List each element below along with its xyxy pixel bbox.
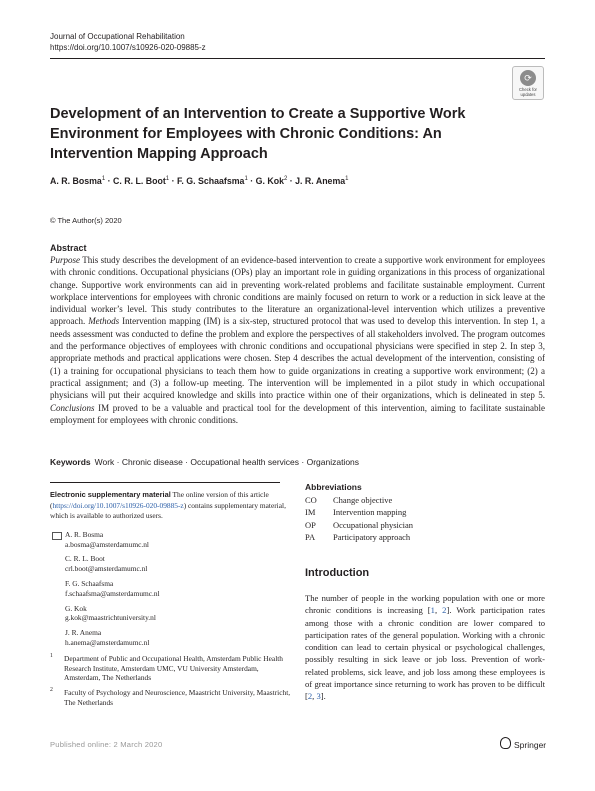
contact-name: F. G. Schaafsma	[65, 578, 114, 588]
article-title: Development of an Intervention to Create a Supportive Work Environment for Employees with Chronic Conditions: An Intervention Mapping Approach	[50, 106, 466, 162]
abbreviation-full: Intervention mapping	[333, 507, 407, 518]
author-affiliation-mark: 1	[165, 176, 170, 183]
citation-link[interactable]: 2	[442, 605, 447, 616]
supplementary-note	[50, 490, 295, 522]
intro-text: ].	[320, 691, 326, 702]
abbreviation-full: Change objective	[333, 495, 393, 505]
contact-email[interactable]: f.schaafsma@amsterdamumc.nl	[65, 588, 160, 598]
contact-list	[50, 530, 295, 648]
methods-text: Intervention mapping (IM) is a six-step, structured protocol that was used to develop this intervention. In step 1, a needs assessment was conducted to define the problem and explore the perspectives of all stakeholders involved. The program outcomes and the performance objectives of employees with chronic conditions and occupational physicians were specified in step 2. In step 3, appropriate methods and practical applications were chosen. Step 4 describes the actual development of the intervention, consisting of (1) a training for occupational physicians to teach them how to guide organizations in creating a supportive work environment; (2) a practical assignment; and (3) a follow-up meeting. The intervention will be implemented in a pilot study in which occupational physicians will put their acquired knowledge and skills into practice within one of their organizations, which is delineated in step 5.	[50, 316, 545, 401]
author-affiliation-mark: 1	[345, 176, 349, 183]
mail-icon	[52, 532, 62, 540]
check-updates-icon: ⟳	[520, 70, 536, 86]
contact-name: C. R. L. Boot	[65, 554, 105, 564]
contact-item	[50, 579, 295, 599]
affiliation-number: 1	[50, 652, 53, 659]
contact-item	[50, 628, 295, 648]
intro-text: ]. Work participation rates among those with a chronic condition are lower compared to participation rates of the general population. Working with a chronic condition can lead to certain physical or psychological challenges, possibly resulting in sick leave or job loss. Prevention of work-related problems, sick leave, and job loss among these employees is of great importance since returning to work has proven to be difficult [	[305, 605, 545, 702]
doi-link[interactable]: https://doi.org/10.1007/s10926-020-09885-z	[50, 43, 206, 52]
citation-link[interactable]: 2	[307, 691, 313, 702]
introduction-heading: Introduction	[305, 567, 370, 579]
abbreviation-row	[305, 494, 545, 506]
purpose-label: Purpose	[50, 255, 80, 265]
intro-text: ,	[312, 691, 317, 702]
abbreviation-key: PA	[305, 532, 316, 543]
author-affiliation-mark: 1	[101, 176, 106, 183]
contact-item	[50, 604, 295, 624]
author-affiliation-mark: 2	[283, 176, 288, 183]
publisher-logo	[500, 737, 546, 750]
author-list	[50, 176, 349, 186]
contact-email[interactable]: crl.boot@amsterdamumc.nl	[65, 564, 148, 574]
abbreviation-key: IM	[305, 507, 316, 518]
affiliation-text: Department of Public and Occupational Health, Amsterdam Public Health Research Institute, Amsterdam UMC, VU University Amsterdam, Amsterdam, The Netherlands	[64, 653, 283, 683]
keywords-text: Work · Chronic disease · Occupational health services · Organizations	[94, 457, 360, 467]
abbreviation-row	[305, 531, 545, 543]
abbreviations-heading: Abbreviations	[305, 482, 362, 492]
author-separator: ·	[169, 176, 177, 186]
keywords-label: Keywords	[50, 457, 91, 467]
check-for-updates-badge[interactable]	[512, 66, 544, 100]
springer-horse-icon	[500, 737, 511, 749]
abbreviation-full: Participatory approach	[333, 532, 411, 543]
abbreviation-key: OP	[305, 519, 316, 530]
abbreviations-box	[305, 482, 545, 544]
contact-name: G. Kok	[65, 603, 87, 613]
esm-link[interactable]: https://doi.org/10.1007/s10926-020-09885-z	[52, 500, 184, 510]
affiliation-number: 2	[50, 687, 53, 694]
contact-email[interactable]: h.anema@amsterdamumc.nl	[65, 637, 150, 647]
contact-item	[50, 554, 295, 574]
contact-name: J. R. Anema	[65, 628, 102, 638]
affiliation-list	[50, 654, 295, 708]
affiliation-item	[50, 688, 295, 708]
author-separator: ·	[287, 176, 296, 186]
esm-label: Electronic supplementary material	[50, 490, 171, 499]
author-affiliation-mark: 1	[244, 176, 248, 183]
header-rule	[50, 58, 545, 59]
affiliation-text: Faculty of Psychology and Neuroscience, Maastricht University, Maastricht, The Netherlands	[64, 688, 291, 707]
citation-link[interactable]: 1	[430, 605, 435, 616]
abbreviation-full: Occupational physician	[333, 519, 414, 530]
contact-name: A. R. Bosma	[65, 529, 104, 539]
esm-text-after: ) contains supplementary material, which is available to authorized users.	[50, 500, 286, 521]
abbreviation-row	[305, 519, 545, 531]
abstract-body	[50, 254, 545, 426]
contact-email[interactable]: a.bosma@amsterdamumc.nl	[65, 539, 149, 549]
intro-text: ,	[434, 605, 443, 616]
author-name[interactable]: A. R. Bosma	[50, 176, 102, 186]
purpose-text: This study describes the development of an evidence-based intervention to create a supportive work environment for employees with chronic conditions. Occupational physicians (OPs) play an important role in guiding organizations in this process of organizational change. Supportive work environments can aid in preventing work-related problems and facilitate sustainable employment. Current workplace interventions for employees with chronic conditions are mainly focused on return to work or a reduction in sick leave at the individual worker’s level. This study contributes to the literature an organizational-level intervention which utilizes a preventive approach.	[50, 255, 545, 327]
abbreviation-row	[305, 506, 545, 518]
published-date: Published online: 2 March 2020	[50, 740, 163, 749]
keywords	[50, 457, 359, 467]
author-name[interactable]: C. R. L. Boot	[113, 176, 166, 186]
contact-item	[50, 530, 295, 550]
conclusions-text: IM proved to be a valuable and practical tool for the development of this intervention, aiming to facilitate sustainable employment for employees with chronic conditions.	[50, 402, 545, 425]
esm-text: The online version of this article (	[50, 490, 269, 510]
copyright: © The Author(s) 2020	[50, 216, 122, 225]
contact-email[interactable]: g.kok@maastrichtuniversity.nl	[65, 613, 156, 623]
journal-header	[50, 31, 206, 53]
author-name[interactable]: G. Kok	[255, 176, 284, 186]
left-column	[50, 482, 295, 713]
introduction-body	[305, 592, 545, 703]
abbreviation-key: CO	[305, 495, 317, 505]
conclusions-label: Conclusions	[50, 402, 95, 413]
author-separator: ·	[105, 176, 113, 186]
publisher-name: Springer	[514, 740, 547, 750]
author-separator: ·	[247, 176, 256, 186]
affiliation-item	[50, 654, 295, 683]
footnote-rule	[50, 482, 280, 483]
journal-name: Journal of Occupational Rehabilitation	[50, 32, 185, 41]
author-name[interactable]: F. G. Schaafsma	[176, 176, 245, 186]
citation-link[interactable]: 3	[316, 691, 321, 702]
check-updates-label: Check for updates	[519, 87, 537, 97]
abstract-heading: Abstract	[50, 243, 87, 253]
intro-text: The number of people in the working population with one or more chronic conditions is increasing [	[305, 593, 545, 616]
methods-label: Methods	[88, 316, 120, 327]
author-name[interactable]: J. R. Anema	[295, 176, 346, 186]
